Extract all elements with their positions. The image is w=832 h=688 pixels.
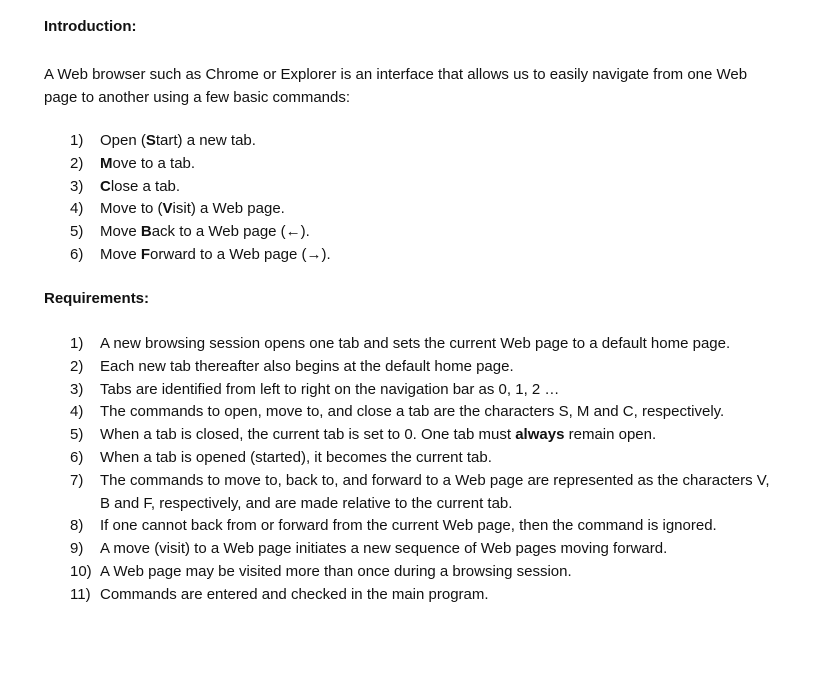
item-number: 4) — [70, 200, 84, 218]
item-number: 5) — [70, 223, 84, 241]
item-number: 9) — [70, 540, 84, 558]
item-text: A move (visit) to a Web page initiates a new sequence of Web pages moving forward. — [100, 540, 668, 558]
list-item — [70, 447, 780, 470]
item-number: 10) — [70, 562, 92, 580]
item-text: The commands to move to, back to, and forward to a Web page are represented as the characters V, B and F, respectively, and are made relative to the current tab. — [100, 471, 770, 512]
item-text: If one cannot back from or forward from the current Web page, then the command is ignored. — [100, 517, 717, 535]
introduction-heading: Introduction: — [44, 18, 137, 35]
list-item — [70, 198, 331, 221]
item-number: 3) — [70, 177, 84, 195]
list-item — [70, 470, 780, 516]
item-text: A new browsing session opens one tab and sets the current Web page to a default home page. — [100, 335, 731, 352]
requirements-heading: Requirements: — [44, 290, 150, 307]
item-number: 2) — [70, 357, 84, 375]
list-item — [70, 221, 331, 244]
item-number: 1) — [70, 335, 84, 352]
list-item — [70, 561, 780, 584]
list-item — [70, 176, 331, 199]
item-text: Move to a tab. — [100, 154, 196, 172]
list-item — [70, 356, 780, 379]
item-text: A Web page may be visited more than once during a browsing session. — [100, 562, 572, 580]
list-item — [70, 153, 331, 176]
list-item — [70, 401, 780, 424]
item-text: When a tab is opened (started), it becomes the current tab. — [100, 448, 492, 466]
item-text: Commands are entered and checked in the main program. — [100, 585, 489, 603]
item-number: 5) — [70, 426, 84, 444]
list-item — [70, 515, 780, 538]
item-text: Move Back to a Web page (←). — [100, 223, 310, 241]
introduction-paragraph: A Web browser such as Chrome or Explorer is an interface that allows us to easily navigate from one Web page to another using a few basic commands: — [44, 66, 748, 106]
item-number: 11) — [70, 585, 91, 603]
item-number: 6) — [70, 448, 84, 466]
item-text: Move to (Visit) a Web page. — [100, 200, 285, 218]
list-item — [70, 424, 780, 447]
item-text: The commands to open, move to, and close a tab are the characters S, M and C, respectively. — [100, 403, 725, 421]
item-number: 4) — [70, 403, 84, 421]
item-number: 8) — [70, 517, 84, 535]
item-text: Move Forward to a Web page (→). — [100, 245, 331, 263]
list-item — [70, 379, 780, 402]
item-number: 2) — [70, 154, 84, 172]
item-number: 3) — [70, 380, 84, 398]
command-list — [70, 130, 331, 267]
item-text: Open (Start) a new tab. — [100, 132, 256, 149]
list-item — [70, 538, 780, 561]
list-item — [70, 244, 331, 267]
item-text: When a tab is closed, the current tab is set to 0. One tab must always remain open. — [100, 426, 657, 444]
item-text: Close a tab. — [100, 177, 181, 195]
list-item — [70, 333, 780, 356]
list-item — [70, 130, 331, 153]
item-number: 7) — [70, 471, 84, 489]
list-item — [70, 584, 780, 607]
item-text: Tabs are identified from left to right on the navigation bar as 0, 1, 2 … — [100, 380, 560, 398]
requirements-list — [70, 333, 780, 607]
item-number: 1) — [70, 132, 84, 149]
item-number: 6) — [70, 245, 84, 263]
item-text: Each new tab thereafter also begins at the default home page. — [100, 357, 514, 375]
